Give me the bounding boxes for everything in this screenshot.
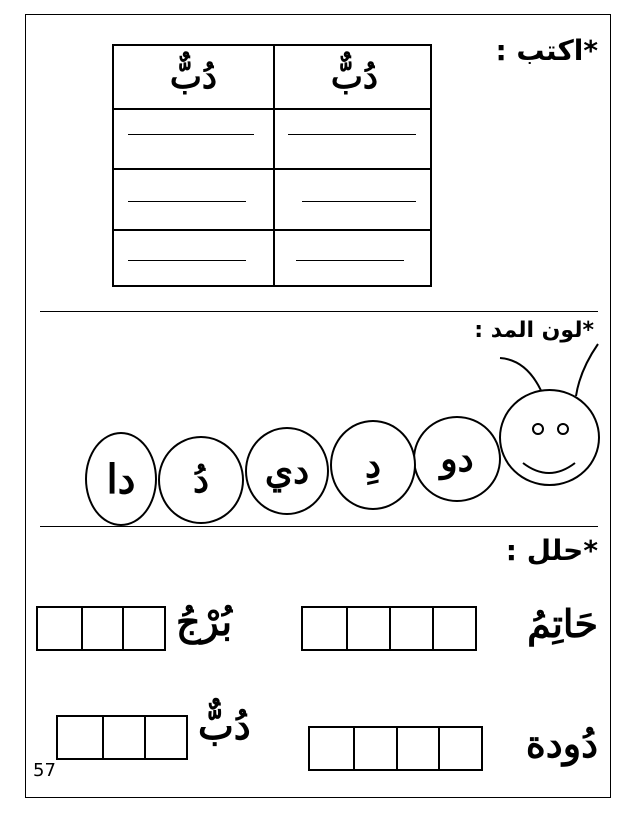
letter-box[interactable] — [389, 608, 432, 649]
word-duda: دُودة — [525, 721, 598, 766]
caterpillar-segment[interactable] — [413, 416, 501, 502]
word-burj: بُرْجُ — [176, 599, 233, 644]
letter-box[interactable] — [303, 608, 346, 649]
caterpillar-segment[interactable] — [330, 420, 416, 510]
table-row-divider — [114, 229, 430, 231]
letter-boxes[interactable] — [36, 606, 166, 651]
segment-label: دُ — [192, 459, 210, 501]
table-row-divider — [114, 108, 430, 110]
word-dubb: دُبٌّ — [198, 703, 251, 748]
letter-box[interactable] — [122, 608, 164, 649]
table-header-left: دُبٌّ — [169, 57, 218, 97]
writing-line[interactable] — [288, 134, 416, 135]
letter-boxes[interactable] — [301, 606, 477, 651]
letter-box[interactable] — [438, 728, 481, 769]
writing-line[interactable] — [302, 201, 416, 202]
letter-box[interactable] — [81, 608, 123, 649]
caterpillar-segment[interactable] — [85, 432, 157, 526]
writing-line[interactable] — [128, 201, 246, 202]
segment-label: دو — [440, 438, 474, 480]
writing-line[interactable] — [128, 134, 254, 135]
letter-box[interactable] — [353, 728, 396, 769]
segment-label: دا — [106, 455, 136, 503]
letter-box[interactable] — [346, 608, 389, 649]
page-number: 57 — [33, 760, 56, 781]
word-hatim: حَاتِمُ — [527, 601, 598, 646]
color-instruction: *لون المد : — [474, 318, 594, 343]
caterpillar-head — [499, 389, 600, 486]
letter-boxes[interactable] — [308, 726, 483, 771]
writing-line[interactable] — [128, 260, 246, 261]
segment-label: دِ — [364, 444, 382, 486]
letter-box[interactable] — [144, 717, 186, 758]
letter-box[interactable] — [432, 608, 475, 649]
letter-boxes[interactable] — [56, 715, 188, 760]
section-divider — [40, 526, 598, 527]
segment-label: دي — [264, 450, 310, 492]
writing-line[interactable] — [296, 260, 404, 261]
letter-box[interactable] — [58, 717, 102, 758]
section-divider — [40, 311, 598, 312]
table-row-divider — [114, 168, 430, 170]
write-instruction: *اكتب : — [495, 34, 598, 67]
caterpillar-segment[interactable] — [158, 436, 244, 524]
analyze-instruction: *حلل : — [505, 534, 598, 567]
smiley-face-icon — [501, 391, 598, 484]
letter-box[interactable] — [102, 717, 144, 758]
letter-box[interactable] — [38, 608, 81, 649]
table-header-right: دُبٌّ — [330, 57, 379, 97]
writing-table — [112, 44, 432, 287]
letter-box[interactable] — [310, 728, 353, 769]
caterpillar-segment[interactable] — [245, 427, 329, 515]
letter-box[interactable] — [396, 728, 439, 769]
